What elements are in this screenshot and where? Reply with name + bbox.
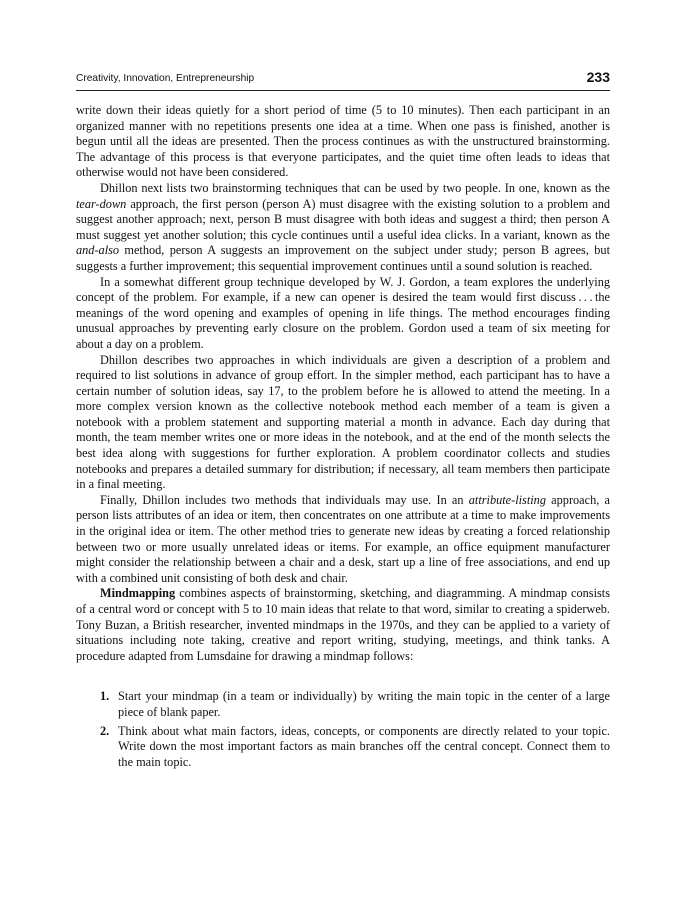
term-heading: Mindmapping: [100, 586, 176, 601]
text-run: method, person A suggests an improvement on the subject under study; person B agrees, but suggests a further improvement; this sequential improvement continues until a sound solution is reached.: [76, 243, 610, 273]
page-header: [76, 70, 610, 91]
page-number: 233: [586, 69, 610, 85]
list-item: [76, 724, 610, 771]
paragraph-list: [76, 103, 610, 664]
list-item: [76, 689, 610, 720]
paragraph: [76, 353, 610, 493]
list-item-number: 1.: [100, 689, 110, 704]
paragraph: [76, 586, 610, 664]
emphasized-term: and-also: [76, 243, 120, 258]
body-text: [76, 103, 610, 773]
running-head: Creativity, Innovation, Entrepreneurship: [76, 73, 255, 84]
paragraph: [76, 493, 610, 587]
paragraph: [76, 103, 610, 181]
text-run: combines aspects of brainstorming, sketching, and diagramming. A mindmap consists of a central word or concept with 5 to 10 main ideas that relate to that word, similar to creating a spiderweb. Tony Buzan, a British researcher, invented mindmaps in the 1970s, and they can be applied to a variety of situations including note taking, creative and report writing, studying, meetings, and think tanks. A procedure adapted from Lumsdaine for drawing a mindmap follows:: [76, 586, 610, 663]
paragraph: [76, 275, 610, 353]
mindmap-steps-list: [76, 689, 610, 770]
emphasized-term: tear-down: [76, 196, 127, 211]
emphasized-term: attribute-listing: [468, 492, 546, 507]
paragraph: [76, 181, 610, 275]
list-item-text: Start your mindmap (in a team or individually) by writing the main topic in the center of a large piece of blank paper.: [118, 689, 610, 719]
text-run: In a somewhat different group technique developed by W. J. Gordon, a team explores the underlying concept of the problem. For example, if a new can opener is desired the team would first discuss . . . the meanings of the word opening and examples of opening in life things. The method encourages finding unusual approaches by preventing early closure on the problem. Gordon used a team of six meeting for about a day on a problem.: [76, 274, 610, 351]
text-run: write down their ideas quietly for a short period of time (5 to 10 minutes). Then each participant in an organized manner with no repetitions presents one idea at a time. When one pass is finished, another is begun until all the ideas are presented. Then the process continues as with the unstructured brainstorming. The advantage of this process is that everyone participates, and the quiet time often leads to ideas that otherwise would not have been considered.: [76, 103, 610, 180]
list-item-number: 2.: [100, 723, 110, 738]
text-run: approach, a person lists attributes of an idea or item, then concentrates on one attribute at a time to make improvements in the original idea or item. The other method tries to generate new ideas by creating a forced relationship between two or more usually unrelated ideas or items. For example, an office equipment manufacturer might consider the relationship between a chair and a desk, start up a line of free associations, and end up with a combined unit consisting of both desk and chair.: [76, 492, 610, 585]
list-item-text: Think about what main factors, ideas, concepts, or components are directly related to your topic. Write down the most important factors as main branches off the central concept. Connect them to the main topic.: [118, 723, 610, 769]
text-run: approach, the first person (person A) must disagree with the existing solution to a problem and suggest another approach; next, person B must disagree with both ideas and suggest a third; then person A must suggest yet another solution; this cycle continues until a useful idea clicks. In a variant, known as the: [76, 196, 610, 242]
text-run: Dhillon describes two approaches in which individuals are given a description of a problem and required to list solutions in advance of group effort. In the simpler method, each participant has to have a certain number of solution ideas, say 17, to the problem before he is allowed to attend the meeting. In a more complex version known as the collective notebook method each member of a team is given a notebook with a problem statement and supporting material a month in advance. Each day during that month, the team member writes one or more ideas in the notebook, and at the end of the month selects the best idea along with suggestions for further exploration. A problem coordinator collects and studies notebooks and prepares a detailed summary for distribution; if necessary, all team members then participate in a final meeting.: [76, 352, 610, 492]
text-run: Dhillon next lists two brainstorming techniques that can be used by two people. In one, known as the: [100, 180, 610, 195]
text-run: Finally, Dhillon includes two methods that individuals may use. In an: [100, 492, 469, 507]
